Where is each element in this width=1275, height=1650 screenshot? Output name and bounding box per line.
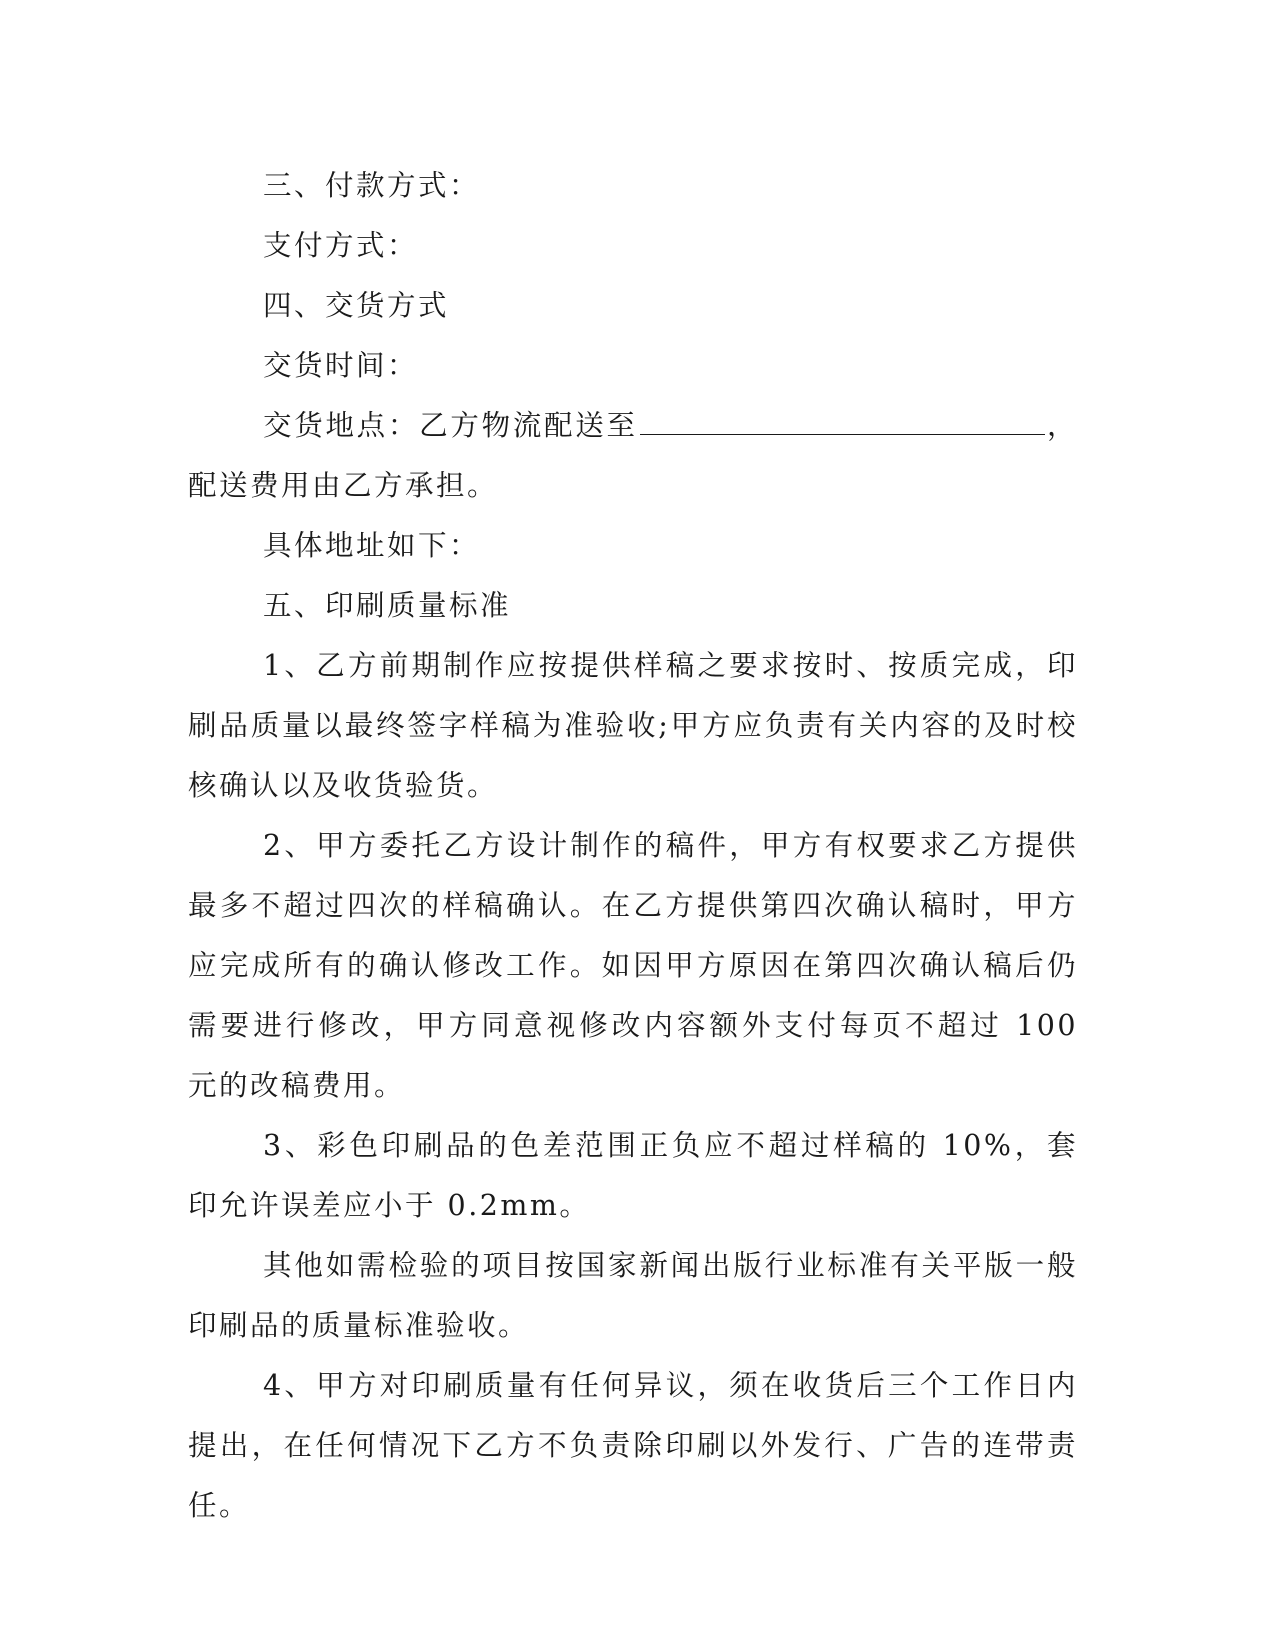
- address-details-line: 具体地址如下：: [263, 529, 481, 562]
- quality-clause-4: 4、甲方对印刷质量有任何异议，须在收货后三个工作日内提出，在任何情况下乙方不负责除印刷以外发行、广告的连带责任。: [188, 1369, 1078, 1522]
- section-heading-quality: 五、印刷质量标准: [263, 589, 512, 622]
- delivery-location-label: 交货地点：乙方物流配送至: [263, 409, 638, 442]
- section-heading-delivery: 四、交货方式: [263, 289, 450, 322]
- quality-clause-other: 其他如需检验的项目按国家新闻出版行业标准有关平版一般印刷品的质量标准验收。: [188, 1249, 1078, 1342]
- quality-clause-3: 3、彩色印刷品的色差范围正负应不超过样稿的 10%，套印允许误差应小于 0.2mm。: [188, 1129, 1078, 1222]
- delivery-address-blank: [640, 404, 1045, 435]
- delivery-location-paragraph: [188, 396, 1078, 516]
- delivery-time-line: 交货时间：: [263, 349, 419, 382]
- payment-method-line: 支付方式：: [263, 229, 419, 262]
- quality-clause-2: 2、甲方委托乙方设计制作的稿件，甲方有权要求乙方提供最多不超过四次的样稿确认。在乙方提供第四次确认稿时，甲方应完成所有的确认修改工作。如因甲方原因在第四次确认稿后仍需要进行修改，甲方同意视修改内容额外支付每页不超过 100 元的改稿费用。: [188, 829, 1078, 1102]
- section-heading-payment: 三、付款方式：: [263, 169, 481, 202]
- contract-body: [188, 156, 1078, 1536]
- delivery-fee-clause: ，配送费用由乙方承担。: [188, 409, 1078, 502]
- quality-clause-1: 1、乙方前期制作应按提供样稿之要求按时、按质完成，印刷品质量以最终签字样稿为准验收;甲方应负责有关内容的及时校核确认以及收货验货。: [188, 649, 1078, 802]
